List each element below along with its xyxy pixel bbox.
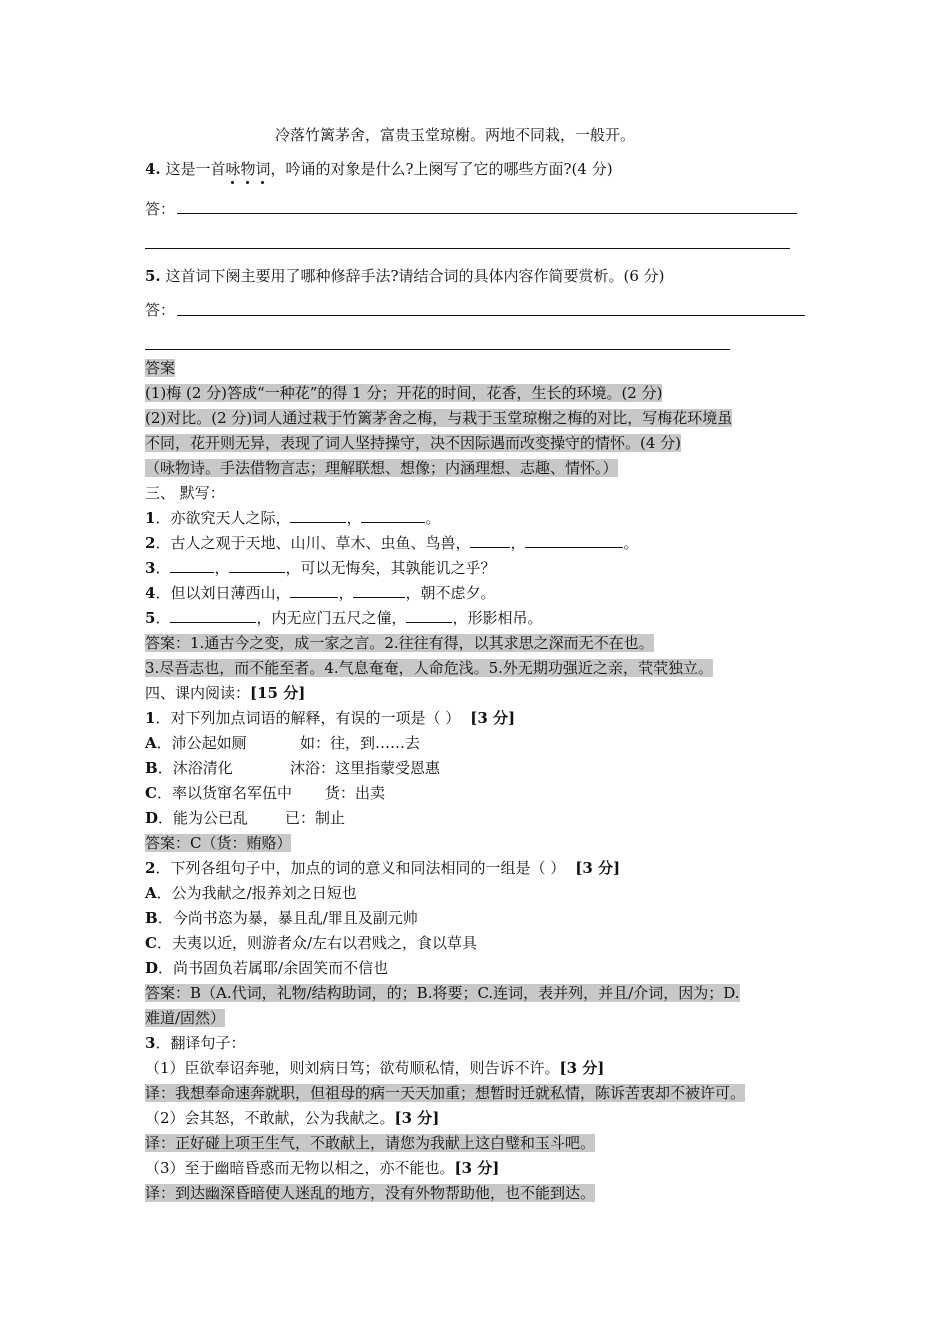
answer-line-5b — [145, 349, 730, 350]
question-stem: ．对下列加点词语的解释，有误的一项是（ ） — [155, 709, 461, 727]
blank — [470, 532, 510, 548]
item-text: ， — [338, 584, 354, 602]
blank — [353, 582, 405, 598]
option-text: ．尚书固负若属耶/余固笑而不信也 — [158, 959, 389, 977]
translate-score: [3 分] — [454, 1159, 500, 1177]
option-gloss: 货：出卖 — [325, 784, 386, 802]
item-text: ，形影相吊。 — [452, 609, 543, 627]
answer-line-2 — [145, 407, 732, 429]
item-text: ，内无应门五尺之僮， — [256, 609, 407, 627]
answer-heading-text: 答案 — [145, 359, 176, 377]
answer-line-4b — [145, 248, 790, 249]
dictation-item-1 — [145, 507, 440, 529]
question-stem: ．翻译句子： — [155, 1034, 246, 1052]
answer-line-3 — [145, 432, 681, 454]
answer-label-4: 答： — [145, 200, 176, 218]
item-text: ．古人之观于天地、山川、草木、虫鱼、鸟兽， — [155, 534, 471, 552]
answer-line-3-text: 不同，花开则无异，表现了词人坚持操守，决不因际遇而改变操守的情怀。(4 分) — [145, 434, 682, 452]
poem-line: 冷落竹篱茅舍，富贵玉堂琼榭。两地不同栽，一般开。 — [275, 126, 636, 144]
question-5-number: 5. — [145, 267, 161, 285]
item-text: ． — [155, 609, 171, 627]
translate-text: （2）会其怒，不敢献，公为我献之。 — [145, 1109, 395, 1127]
option-gloss: 已：制止 — [285, 809, 346, 827]
blank — [170, 557, 214, 573]
option-gloss: 如：往，到……去 — [300, 734, 421, 752]
translate-question-3 — [145, 1157, 499, 1179]
dictation-item-5 — [145, 607, 542, 629]
question-4 — [145, 158, 613, 180]
option-text: ．今尚书恣为暴，暴且乱/罪且及副元帅 — [157, 909, 418, 927]
translate-answer-text: 译：我想奉命速奔就职，但祖母的病一天天加重；想暂时迁就私情，陈诉苦衷却不被许可。 — [145, 1084, 746, 1102]
section-3-title: 三、 默写： — [145, 484, 225, 502]
item-text: ，朝不虑夕。 — [405, 584, 496, 602]
answer-heading — [145, 357, 175, 379]
question-number: 2 — [145, 859, 156, 877]
question-number: 3 — [145, 1034, 156, 1052]
item-number: 1 — [145, 509, 156, 527]
option-key: A — [145, 734, 157, 752]
option-gloss: 沐浴：这里指蒙受恩惠 — [290, 759, 441, 777]
question-4-text-b: ，吟诵的对象是什么?上阕写了它的哪些方面?(4 分) — [270, 160, 613, 178]
blank — [170, 607, 256, 623]
translate-question-1 — [145, 1057, 604, 1079]
item-text: ．亦欲究天人之际， — [155, 509, 291, 527]
answer-line-4-text: （咏物诗。手法借物言志；理解联想、想像；内涵理想、志趣、情怀。） — [145, 459, 618, 477]
item-number: 5 — [145, 609, 156, 627]
answer-label-5: 答： — [145, 301, 176, 319]
blank — [229, 557, 285, 573]
q1-option-b — [145, 757, 441, 779]
section-4-score: [15 分] — [250, 684, 306, 702]
reading-question-2 — [145, 857, 620, 879]
q2-option-c — [145, 932, 477, 954]
item-text: ， — [346, 509, 362, 527]
option-key: B — [145, 759, 158, 777]
question-stem: ．下列各组句子中，加点的词的意义和同法相同的一组是（ ） — [155, 859, 566, 877]
dictation-answer-1 — [145, 632, 654, 654]
q2-answer-line-1 — [145, 982, 740, 1004]
dictation-item-4 — [145, 582, 495, 604]
blank — [406, 607, 452, 623]
translate-score: [3 分] — [559, 1059, 605, 1077]
dotted-word-text: 咏物词 — [225, 160, 271, 178]
translate-score: [3 分] — [394, 1109, 440, 1127]
translate-answer-text: 译：到达幽深昏暗使人迷乱的地方，没有外物帮助他，也不能到达。 — [145, 1184, 596, 1202]
q2-option-d — [145, 957, 388, 979]
item-text: ， — [214, 559, 230, 577]
item-text: ．但以刘日薄西山， — [155, 584, 291, 602]
blank — [525, 532, 623, 548]
q1-answer-text: 答案：C（货：贿赂） — [145, 834, 292, 852]
translate-answer-3 — [145, 1182, 595, 1204]
q2-option-b — [145, 907, 418, 929]
q1-answer — [145, 832, 291, 854]
option-text: ．率以货窜名军伍中 — [156, 784, 292, 802]
question-5-text: 这首词下阕主要用了哪种修辞手法?请结合词的具体内容作简要赏析。(6 分) — [160, 267, 665, 285]
dictation-item-3 — [145, 557, 495, 579]
question-4-text-a: 这是一首 — [160, 160, 226, 178]
answer-line-1-text: (1)梅 (2 分)答成“一种花”的得 1 分；开花的时间，花香，生长的环境。(2 分) — [145, 384, 663, 402]
question-number: 1 — [145, 709, 156, 727]
reading-question-1 — [145, 707, 515, 729]
blank — [361, 507, 425, 523]
option-key: C — [145, 784, 157, 802]
option-text: ．沐浴清化 — [157, 759, 233, 777]
translate-answer-1 — [145, 1082, 745, 1104]
q2-answer-text-2: 难道/固然） — [145, 1009, 226, 1027]
answer-line-4 — [145, 457, 618, 479]
option-key: A — [145, 884, 157, 902]
section-4-title-text: 四、课内阅读： — [145, 684, 251, 702]
blank — [290, 507, 346, 523]
q1-option-d — [145, 807, 346, 829]
emphasis-dots — [225, 181, 270, 185]
question-5 — [145, 265, 665, 287]
item-text: ， — [510, 534, 526, 552]
item-text: 。 — [623, 534, 639, 552]
dictation-answer-1-text: 答案：1.通古今之变，成一家之言。2.往往有得，以其求思之深而无不在也。 — [145, 634, 654, 652]
option-key: C — [145, 934, 157, 952]
dictation-answer-2-text: 3.尽吾志也，而不能至者。4.气息奄奄，人命危浅。5.外无期功强近之亲，茕茕独立。 — [145, 659, 713, 677]
section-4-title — [145, 682, 305, 704]
translate-answer-2 — [145, 1132, 595, 1154]
answer-line-4a — [177, 213, 797, 214]
q2-option-a — [145, 882, 357, 904]
option-text: ．夫夷以近，则游者众/左右以君贱之，食以草具 — [156, 934, 478, 952]
question-score: [3 分] — [470, 709, 516, 727]
q1-option-c — [145, 782, 386, 804]
item-number: 4 — [145, 584, 156, 602]
dictation-answer-2 — [145, 657, 713, 679]
option-key: D — [145, 809, 159, 827]
dictation-item-2 — [145, 532, 638, 554]
option-text: ．公为我献之/报养刘之日短也 — [156, 884, 357, 902]
q2-answer-line-2 — [145, 1007, 225, 1029]
translate-question-2 — [145, 1107, 439, 1129]
option-text: ．能为公已乱 — [158, 809, 249, 827]
blank — [290, 582, 338, 598]
option-key: B — [145, 909, 158, 927]
item-number: 2 — [145, 534, 156, 552]
translate-text: （1）臣欲奉诏奔驰，则刘病日笃；欲苟顺私情，则告诉不许。 — [145, 1059, 560, 1077]
option-key: D — [145, 959, 159, 977]
translate-text: （3）至于幽暗昏惑而无物以相之，亦不能也。 — [145, 1159, 455, 1177]
translate-answer-text: 译：正好碰上项王生气，不敢献上，请您为我献上这白璧和玉斗吧。 — [145, 1134, 596, 1152]
q2-answer-text-1: 答案：B（A.代词，礼物/结构助词，的；B.将要；C.连词，表并列，并且/介词，因为；D. — [145, 984, 740, 1002]
item-number: 3 — [145, 559, 156, 577]
option-text: ．沛公起如厕 — [156, 734, 247, 752]
question-4-number: 4. — [145, 160, 161, 178]
answer-line-5a — [177, 315, 805, 316]
question-score: [3 分] — [575, 859, 621, 877]
item-text: 。 — [425, 509, 441, 527]
question-4-dotted-word — [225, 160, 270, 178]
item-text: ，可以无悔矣，其孰能讥之乎？ — [285, 559, 496, 577]
answer-line-2-text: (2)对比。(2 分)词人通过栽于竹篱茅舍之梅，与栽于玉堂琼榭之梅的对比，写梅花环境虽 — [145, 409, 733, 427]
answer-line-1 — [145, 382, 662, 404]
q1-option-a — [145, 732, 421, 754]
reading-question-3 — [145, 1032, 245, 1054]
item-text: ． — [155, 559, 171, 577]
